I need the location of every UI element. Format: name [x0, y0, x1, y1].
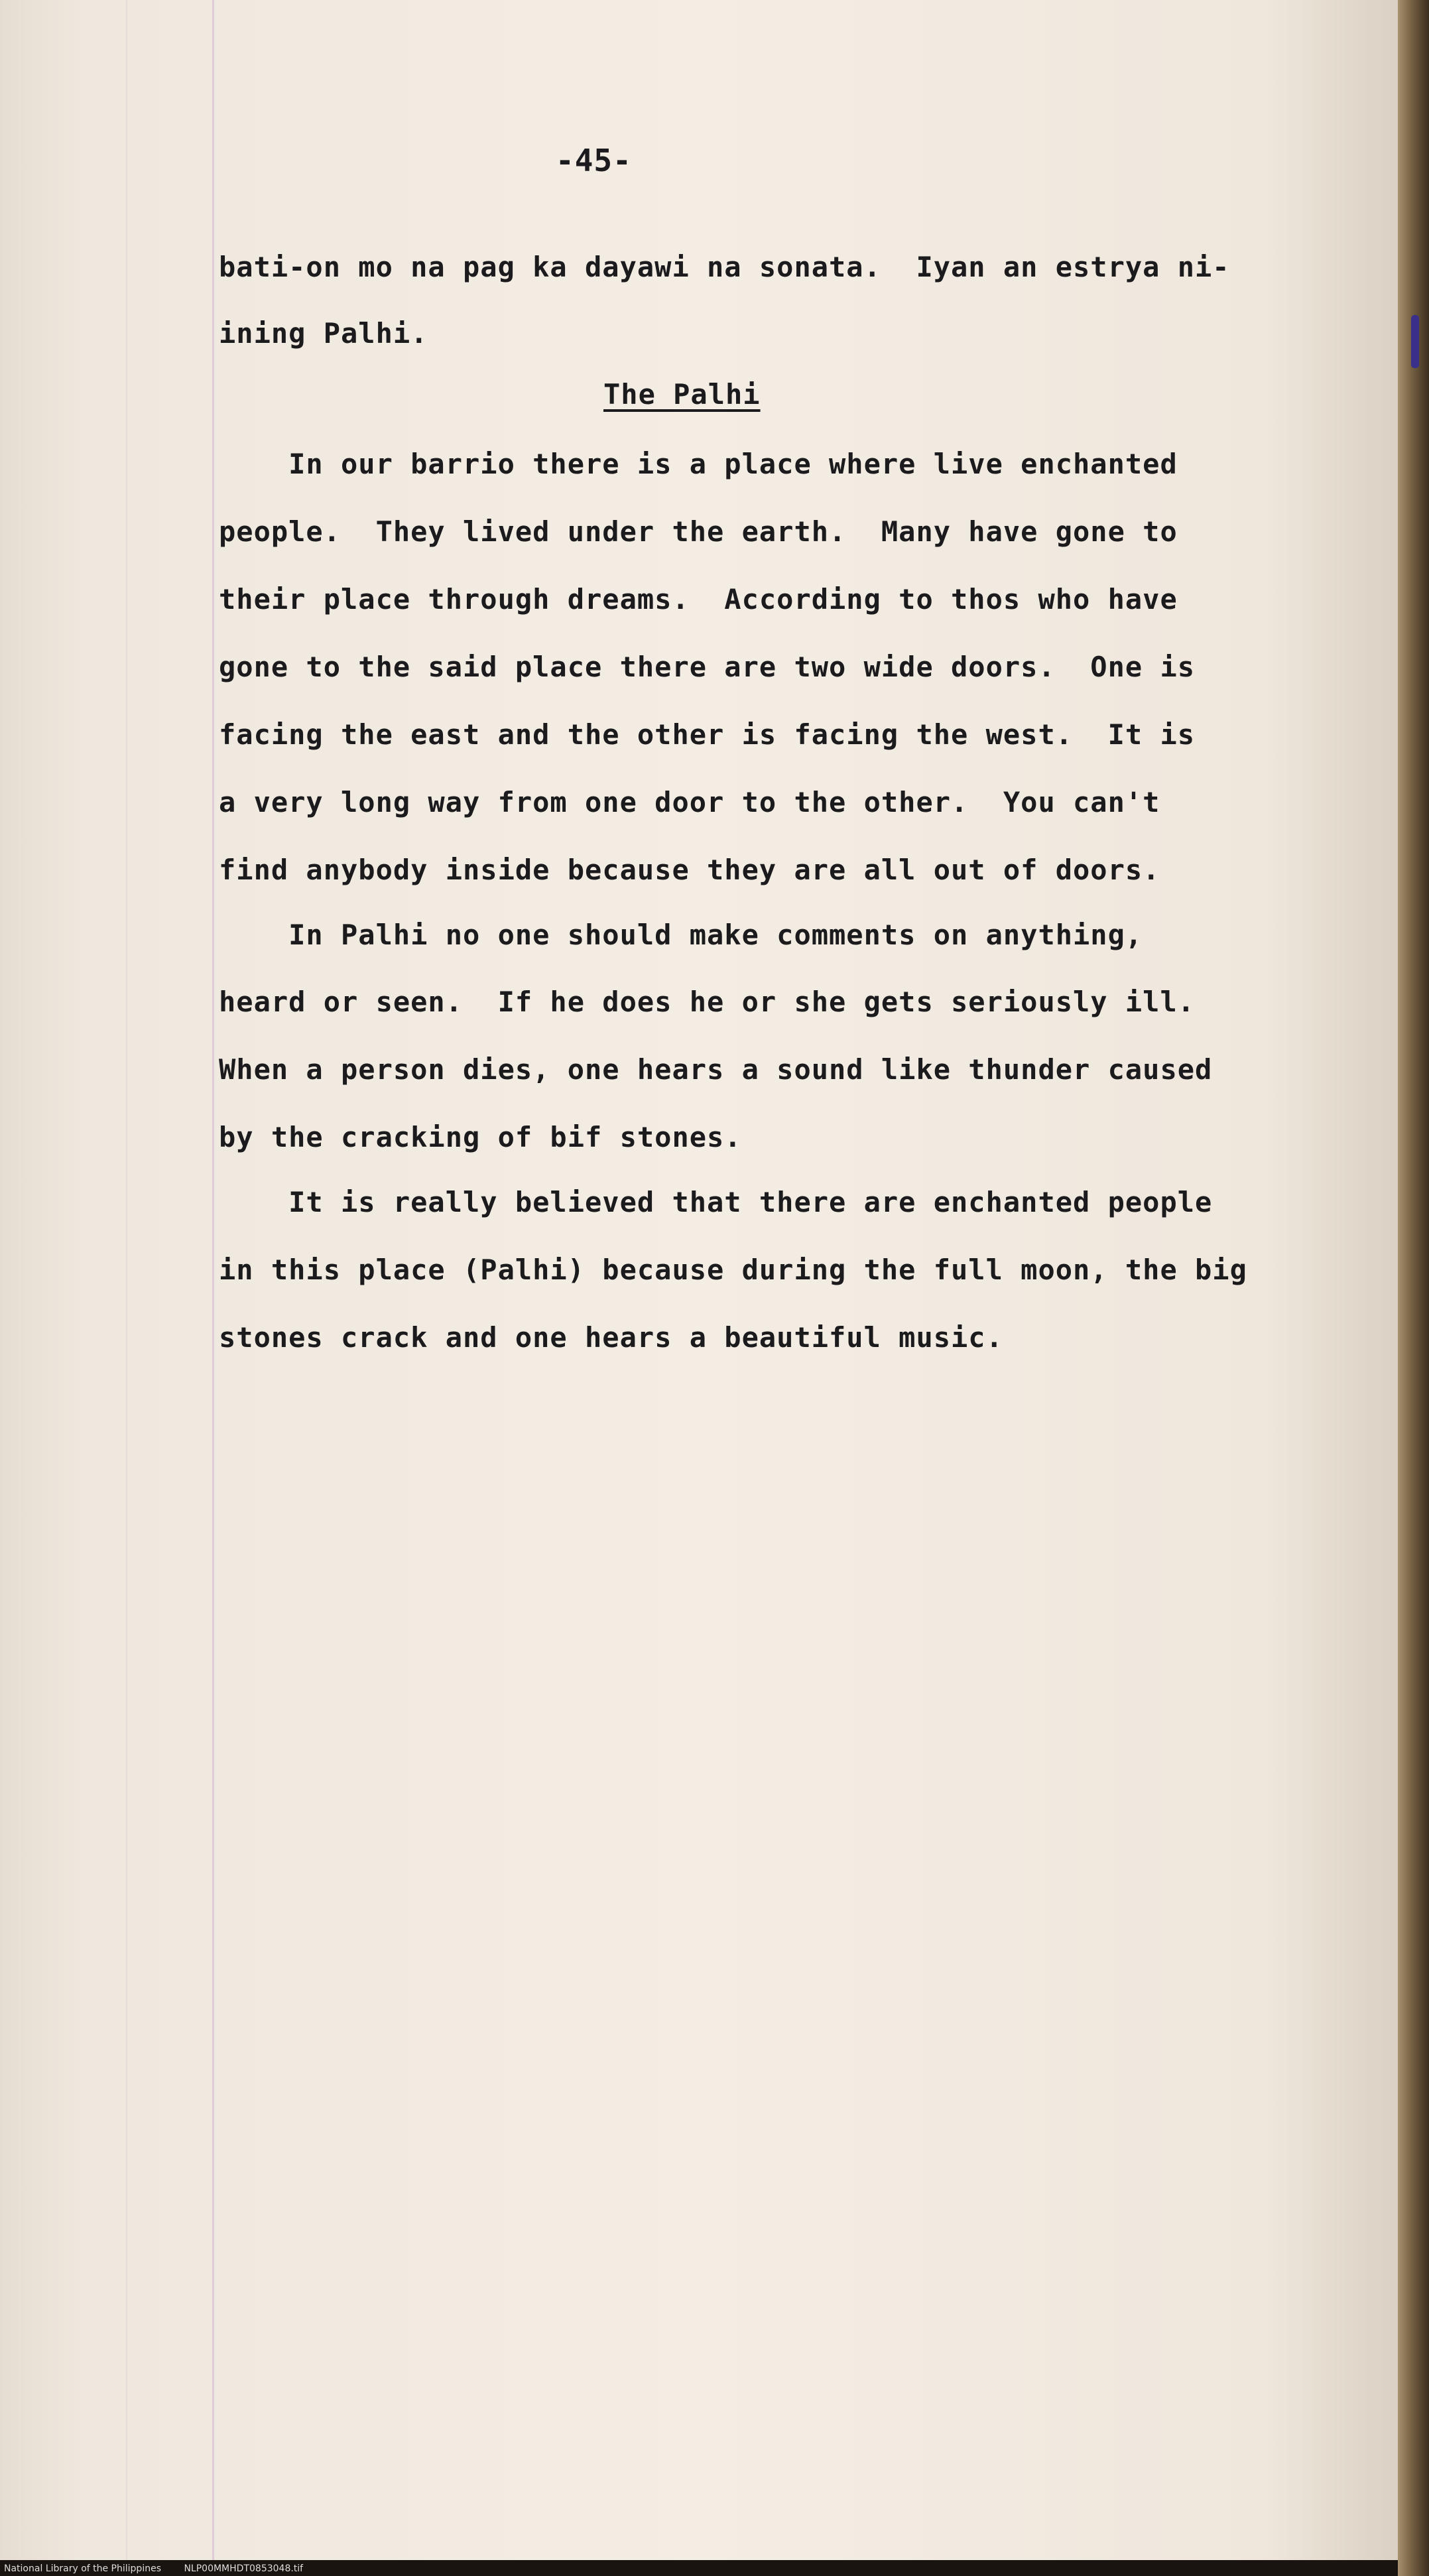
- body-line: stones crack and one hears a beautiful music.: [219, 1321, 1003, 1354]
- footer-file-id: NLP00MMHDT0853048.tif: [184, 2563, 304, 2574]
- intro-line: ining Palhi.: [219, 317, 428, 350]
- body-line: When a person dies, one hears a sound like thunder caused: [219, 1053, 1213, 1086]
- body-line: find anybody inside because they are all out of doors.: [219, 854, 1160, 886]
- body-line: It is really believed that there are enchanted people: [219, 1186, 1213, 1218]
- body-line: a very long way from one door to the other. You can't: [219, 786, 1160, 818]
- body-line: heard or seen. If he does he or she gets seriously ill.: [219, 986, 1196, 1018]
- page-number: -45-: [556, 143, 632, 178]
- section-heading: The Palhi: [603, 378, 761, 411]
- body-line: In Palhi no one should make comments on anything,: [219, 919, 1143, 951]
- body-line: gone to the said place there are two wide doors. One is: [219, 651, 1196, 683]
- body-line: their place through dreams. According to thos who have: [219, 583, 1178, 615]
- margin-rule-faint: [126, 0, 127, 2560]
- body-line: people. They lived under the earth. Many have gone to: [219, 515, 1178, 548]
- footer-source: National Library of the Philippines: [4, 2563, 161, 2574]
- body-line: facing the east and the other is facing the west. It is: [219, 718, 1196, 751]
- book-binding-edge: [1398, 0, 1429, 2576]
- body-line: by the cracking of bif stones.: [219, 1121, 742, 1153]
- scan-footer: [0, 2561, 1429, 2576]
- intro-line: bati-on mo na pag ka dayawi na sonata. Iyan an estrya ni-: [219, 251, 1230, 283]
- margin-rule: [212, 0, 214, 2560]
- ink-mark: [1411, 315, 1419, 368]
- body-line: in this place (Palhi) because during the full moon, the big: [219, 1254, 1247, 1286]
- body-line: In our barrio there is a place where live enchanted: [219, 448, 1178, 480]
